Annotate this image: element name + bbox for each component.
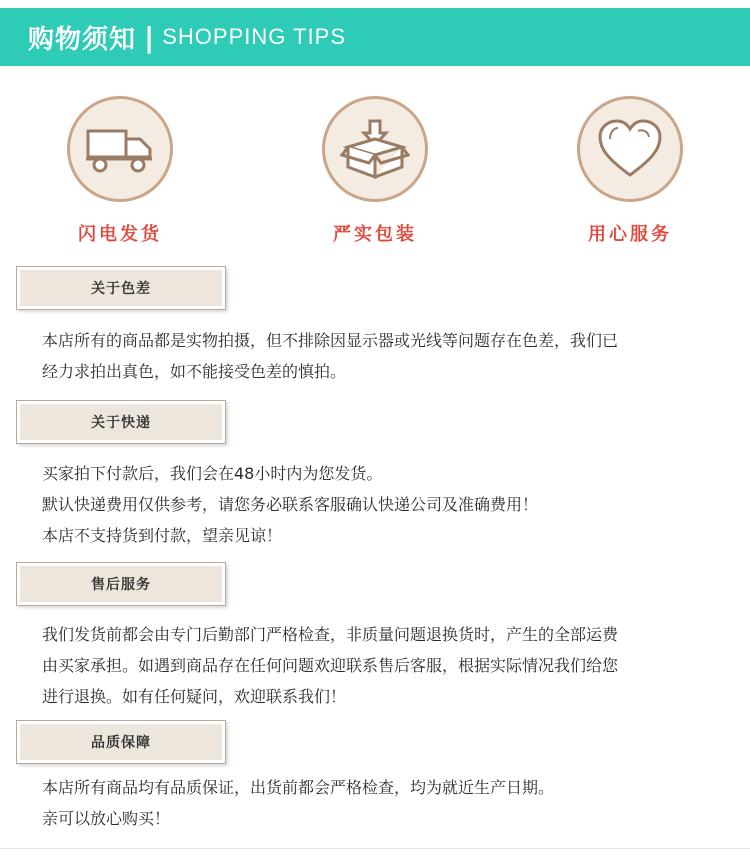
heart-icon — [577, 96, 683, 202]
banner-title-cn: 购物须知 — [28, 24, 137, 55]
section-line: 经力求拍出真色，如不能接受色差的慎拍。 — [42, 362, 347, 381]
package-box-icon — [322, 96, 428, 202]
section-line: 本店所有的商品都是实物拍摄，但不排除因显示器或光线等问题存在色差，我们已 — [42, 331, 619, 350]
section-line: 本店所有商品均有品质保证，出货前都会严格检查，均为就近生产日期。 — [42, 778, 555, 797]
feature-secure-packaging — [300, 96, 450, 246]
delivery-truck-icon — [67, 96, 173, 202]
section-header-color-difference: 关于色差 — [16, 266, 226, 310]
section-line: 进行退换。如有任何疑问，欢迎联系我们！ — [42, 687, 347, 706]
section-line: 本店不支持货到付款，望亲见谅！ — [42, 526, 283, 545]
feature-icons-row — [0, 96, 750, 256]
section-body-quality — [42, 772, 722, 834]
section-line: 我们发货前都会由专门后勤部门严格检查，非质量问题退换货时，产生的全部运费 — [42, 625, 619, 644]
banner-title-en: SHOPPING TIPS — [162, 24, 346, 49]
feature-attentive-service — [555, 96, 705, 246]
feature-fast-delivery — [45, 96, 195, 246]
section-body-shipping — [42, 458, 722, 551]
section-header-shipping: 关于快递 — [16, 400, 226, 444]
feature-label: 用心服务 — [588, 224, 672, 245]
section-line: 默认快递费用仅供参考，请您务必联系客服确认快递公司及准确费用！ — [42, 495, 539, 514]
feature-label: 严实包装 — [333, 224, 417, 245]
bottom-divider — [0, 848, 750, 849]
section-line: 亲可以放心购买！ — [42, 809, 171, 828]
feature-label: 闪电发货 — [78, 224, 162, 245]
section-header-after-sales: 售后服务 — [16, 562, 226, 606]
section-line: 由买家承担。如遇到商品存在任何问题欢迎联系售后客服，根据实际情况我们给您 — [42, 656, 619, 675]
section-body-after-sales — [42, 619, 722, 712]
section-body-color-difference — [42, 325, 722, 387]
banner-separator: | — [144, 20, 155, 54]
shopping-tips-banner — [0, 8, 750, 66]
section-line: 买家拍下付款后，我们会在48小时内为您发货。 — [42, 464, 383, 483]
section-header-quality: 品质保障 — [16, 720, 226, 764]
